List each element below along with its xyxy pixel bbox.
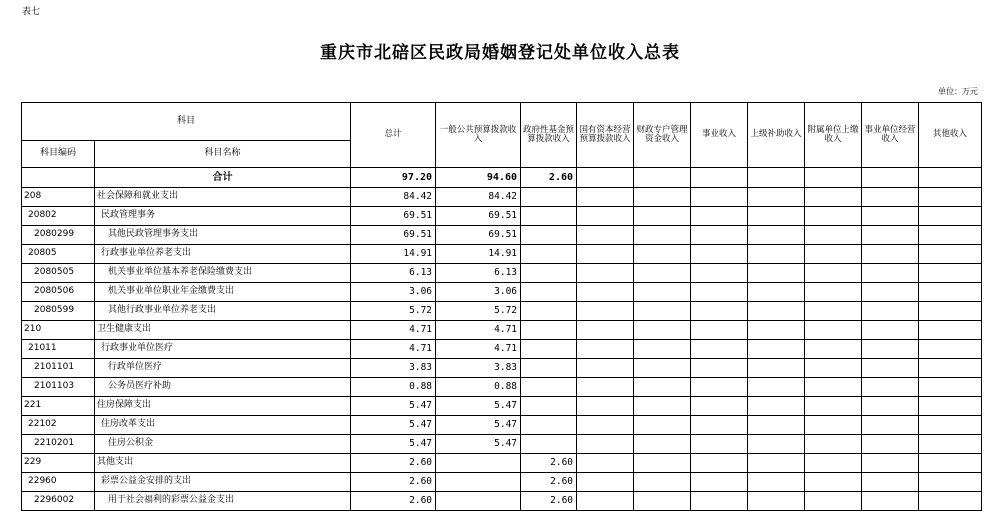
value-cell: 2.60: [351, 454, 436, 473]
table-row: [22, 454, 982, 473]
total-value-cell: 2.60: [521, 168, 577, 188]
value-cell: [691, 378, 748, 397]
value-cell: 4.71: [351, 321, 436, 340]
total-value-cell: [691, 168, 748, 188]
value-cell: [805, 188, 862, 207]
value-cell: [634, 378, 691, 397]
value-cell: [691, 302, 748, 321]
value-cell: [634, 264, 691, 283]
subject-code-cell: 2080299: [22, 226, 95, 245]
value-cell: [862, 492, 919, 511]
value-cell: [748, 226, 805, 245]
table-row: [22, 283, 982, 302]
value-cell: [748, 321, 805, 340]
value-cell: [691, 397, 748, 416]
value-cell: [862, 378, 919, 397]
value-cell: 14.91: [436, 245, 521, 264]
subject-header: 科目: [22, 103, 351, 141]
total-value-cell: [862, 168, 919, 188]
value-cell: [748, 378, 805, 397]
page-label: 表七: [22, 7, 41, 17]
value-cell: 14.91: [351, 245, 436, 264]
value-cell: [805, 397, 862, 416]
col-header: 财政专户管理资金收入: [634, 103, 691, 168]
value-cell: 2.60: [521, 492, 577, 511]
total-value-cell: [919, 168, 982, 188]
value-cell: [521, 302, 577, 321]
value-cell: [436, 473, 521, 492]
value-cell: 4.71: [436, 321, 521, 340]
subject-name-cell: 住房保障支出: [95, 397, 351, 416]
value-cell: [577, 188, 634, 207]
value-cell: [805, 416, 862, 435]
value-cell: [862, 226, 919, 245]
value-cell: [805, 226, 862, 245]
value-cell: [577, 226, 634, 245]
value-cell: [521, 264, 577, 283]
subject-name-cell: 住房改革支出: [95, 416, 351, 435]
value-cell: 2.60: [521, 454, 577, 473]
value-cell: 3.83: [351, 359, 436, 378]
subject-name-cell: 行政单位医疗: [95, 359, 351, 378]
value-cell: 0.88: [351, 378, 436, 397]
value-cell: [805, 454, 862, 473]
value-cell: 84.42: [351, 188, 436, 207]
value-cell: [521, 435, 577, 454]
subject-name-cell: 卫生健康支出: [95, 321, 351, 340]
value-cell: 84.42: [436, 188, 521, 207]
value-cell: [634, 283, 691, 302]
value-cell: [919, 492, 982, 511]
value-cell: [862, 188, 919, 207]
value-cell: [919, 435, 982, 454]
value-cell: [521, 283, 577, 302]
value-cell: 2.60: [351, 492, 436, 511]
subject-code-cell: 221: [22, 397, 95, 416]
value-cell: [521, 245, 577, 264]
value-cell: [634, 226, 691, 245]
value-cell: 2.60: [351, 473, 436, 492]
table-row: [22, 207, 982, 226]
value-cell: [521, 359, 577, 378]
table-row: [22, 321, 982, 340]
value-cell: 5.47: [351, 397, 436, 416]
value-cell: [634, 340, 691, 359]
value-cell: [862, 302, 919, 321]
value-cell: [919, 454, 982, 473]
value-cell: [691, 245, 748, 264]
col-header: 上级补助收入: [748, 103, 805, 168]
value-cell: 5.47: [351, 416, 436, 435]
total-value-cell: [805, 168, 862, 188]
value-cell: [919, 397, 982, 416]
value-cell: [805, 245, 862, 264]
value-cell: [748, 188, 805, 207]
value-cell: [521, 226, 577, 245]
value-cell: [748, 435, 805, 454]
value-cell: [521, 207, 577, 226]
value-cell: [577, 378, 634, 397]
value-cell: [634, 435, 691, 454]
subject-code-cell: 210: [22, 321, 95, 340]
table-row: [22, 492, 982, 511]
value-cell: [862, 359, 919, 378]
value-cell: [691, 359, 748, 378]
col-header: 事业收入: [691, 103, 748, 168]
value-cell: [577, 473, 634, 492]
table-row: [22, 226, 982, 245]
table-row: [22, 473, 982, 492]
subject-name-cell: 机关事业单位职业年金缴费支出: [95, 283, 351, 302]
value-cell: [577, 283, 634, 302]
value-cell: 3.83: [436, 359, 521, 378]
table-row: [22, 302, 982, 321]
subject-code-cell: 2210201: [22, 435, 95, 454]
subject-name-cell: 其他行政事业单位养老支出: [95, 302, 351, 321]
value-cell: 6.13: [436, 264, 521, 283]
value-cell: [634, 207, 691, 226]
value-cell: [634, 359, 691, 378]
value-cell: 6.13: [351, 264, 436, 283]
value-cell: [634, 473, 691, 492]
value-cell: [577, 264, 634, 283]
subject-code-cell: 21011: [22, 340, 95, 359]
value-cell: [748, 207, 805, 226]
value-cell: [691, 283, 748, 302]
table-row: [22, 359, 982, 378]
value-cell: [577, 340, 634, 359]
subject-name-cell: 机关事业单位基本养老保险缴费支出: [95, 264, 351, 283]
value-cell: 69.51: [351, 207, 436, 226]
subject-code-cell: 2101101: [22, 359, 95, 378]
value-cell: [862, 454, 919, 473]
value-cell: [691, 207, 748, 226]
value-cell: [919, 321, 982, 340]
subject-code-cell: 22960: [22, 473, 95, 492]
subject-code-cell: 229: [22, 454, 95, 473]
value-cell: [862, 207, 919, 226]
value-cell: [691, 416, 748, 435]
value-cell: [634, 302, 691, 321]
value-cell: [577, 245, 634, 264]
value-cell: [919, 226, 982, 245]
value-cell: [521, 416, 577, 435]
subject-code-cell: 2080599: [22, 302, 95, 321]
col-header: 政府性基金预算拨款收入: [521, 103, 577, 168]
table-row: [22, 245, 982, 264]
subject-code-cell: 2080505: [22, 264, 95, 283]
value-cell: [862, 245, 919, 264]
unit-label: 单位：万元: [938, 87, 978, 96]
value-cell: [634, 492, 691, 511]
value-cell: [691, 473, 748, 492]
value-cell: [919, 416, 982, 435]
value-cell: [436, 492, 521, 511]
value-cell: [521, 378, 577, 397]
value-cell: [521, 188, 577, 207]
value-cell: [805, 283, 862, 302]
value-cell: [634, 454, 691, 473]
value-cell: [691, 188, 748, 207]
total-code-cell: [22, 168, 95, 188]
subject-name-cell: 其他民政管理事务支出: [95, 226, 351, 245]
value-cell: [805, 207, 862, 226]
subject-code-cell: 2101103: [22, 378, 95, 397]
subject-code-cell: 22102: [22, 416, 95, 435]
table-row: [22, 435, 982, 454]
value-cell: [748, 264, 805, 283]
value-cell: 3.06: [351, 283, 436, 302]
value-cell: [634, 188, 691, 207]
value-cell: [805, 435, 862, 454]
subject-code-header: 科目编码: [22, 141, 95, 168]
value-cell: [691, 264, 748, 283]
value-cell: [862, 264, 919, 283]
value-cell: [805, 492, 862, 511]
value-cell: 5.72: [351, 302, 436, 321]
total-row: [22, 168, 982, 188]
value-cell: 5.47: [436, 416, 521, 435]
value-cell: [805, 302, 862, 321]
table-row: [22, 340, 982, 359]
value-cell: [577, 302, 634, 321]
value-cell: [521, 340, 577, 359]
table-row: [22, 264, 982, 283]
col-header: 国有资本经营预算拨款收入: [577, 103, 634, 168]
value-cell: 0.88: [436, 378, 521, 397]
col-header: 一般公共预算拨款收入: [436, 103, 521, 168]
col-header: 附属单位上缴收入: [805, 103, 862, 168]
value-cell: [748, 473, 805, 492]
value-cell: [919, 378, 982, 397]
value-cell: [691, 340, 748, 359]
subject-name-cell: 彩票公益金安排的支出: [95, 473, 351, 492]
value-cell: 4.71: [436, 340, 521, 359]
total-value-cell: [748, 168, 805, 188]
value-cell: [862, 473, 919, 492]
value-cell: [919, 245, 982, 264]
subject-name-cell: 民政管理事务: [95, 207, 351, 226]
value-cell: [748, 397, 805, 416]
value-cell: [691, 435, 748, 454]
value-cell: [805, 378, 862, 397]
value-cell: [634, 397, 691, 416]
total-value-cell: [577, 168, 634, 188]
value-cell: 69.51: [436, 207, 521, 226]
value-cell: 4.71: [351, 340, 436, 359]
value-cell: [862, 283, 919, 302]
value-cell: [748, 283, 805, 302]
subject-code-cell: 2296002: [22, 492, 95, 511]
value-cell: [862, 435, 919, 454]
value-cell: [805, 321, 862, 340]
value-cell: [436, 454, 521, 473]
value-cell: [748, 302, 805, 321]
value-cell: [577, 397, 634, 416]
value-cell: [577, 416, 634, 435]
value-cell: [919, 283, 982, 302]
value-cell: [805, 340, 862, 359]
income-table: [21, 102, 982, 511]
subject-name-header: 科目名称: [95, 141, 351, 168]
value-cell: [691, 226, 748, 245]
value-cell: [805, 473, 862, 492]
col-header: 总计: [351, 103, 436, 168]
total-value-cell: 94.60: [436, 168, 521, 188]
value-cell: [919, 359, 982, 378]
value-cell: 3.06: [436, 283, 521, 302]
value-cell: [577, 435, 634, 454]
table-row: [22, 378, 982, 397]
value-cell: [919, 264, 982, 283]
value-cell: [521, 397, 577, 416]
total-value-cell: 97.20: [351, 168, 436, 188]
total-label: 合计: [95, 168, 351, 188]
value-cell: [691, 321, 748, 340]
value-cell: [577, 454, 634, 473]
subject-name-cell: 住房公积金: [95, 435, 351, 454]
value-cell: [634, 416, 691, 435]
value-cell: [748, 340, 805, 359]
page-title: 重庆市北碚区民政局婚姻登记处单位收入总表: [320, 43, 680, 63]
subject-name-cell: 行政事业单位医疗: [95, 340, 351, 359]
value-cell: [805, 359, 862, 378]
subject-name-cell: 其他支出: [95, 454, 351, 473]
value-cell: 5.47: [436, 397, 521, 416]
value-cell: [748, 359, 805, 378]
value-cell: [805, 264, 862, 283]
value-cell: [748, 454, 805, 473]
subject-code-cell: 208: [22, 188, 95, 207]
col-header: 其他收入: [919, 103, 982, 168]
value-cell: 2.60: [521, 473, 577, 492]
value-cell: [691, 492, 748, 511]
value-cell: [919, 302, 982, 321]
value-cell: [748, 416, 805, 435]
value-cell: [577, 359, 634, 378]
value-cell: [577, 207, 634, 226]
value-cell: [521, 321, 577, 340]
value-cell: [577, 321, 634, 340]
value-cell: [862, 397, 919, 416]
subject-name-cell: 公务员医疗补助: [95, 378, 351, 397]
value-cell: [919, 207, 982, 226]
value-cell: 5.47: [436, 435, 521, 454]
value-cell: [577, 492, 634, 511]
value-cell: [634, 245, 691, 264]
table-row: [22, 416, 982, 435]
table-row: [22, 397, 982, 416]
subject-name-cell: 行政事业单位养老支出: [95, 245, 351, 264]
value-cell: [691, 454, 748, 473]
subject-name-cell: 社会保障和就业支出: [95, 188, 351, 207]
value-cell: [748, 245, 805, 264]
table-row: [22, 188, 982, 207]
value-cell: 69.51: [436, 226, 521, 245]
value-cell: [862, 340, 919, 359]
subject-code-cell: 20802: [22, 207, 95, 226]
value-cell: [748, 492, 805, 511]
value-cell: [919, 473, 982, 492]
subject-name-cell: 用于社会福利的彩票公益金支出: [95, 492, 351, 511]
value-cell: 5.72: [436, 302, 521, 321]
value-cell: [862, 416, 919, 435]
col-header: 事业单位经营收入: [862, 103, 919, 168]
value-cell: [919, 340, 982, 359]
value-cell: 69.51: [351, 226, 436, 245]
value-cell: [634, 321, 691, 340]
subject-code-cell: 2080506: [22, 283, 95, 302]
subject-code-cell: 20805: [22, 245, 95, 264]
value-cell: [919, 188, 982, 207]
total-value-cell: [634, 168, 691, 188]
value-cell: [862, 321, 919, 340]
value-cell: 5.47: [351, 435, 436, 454]
